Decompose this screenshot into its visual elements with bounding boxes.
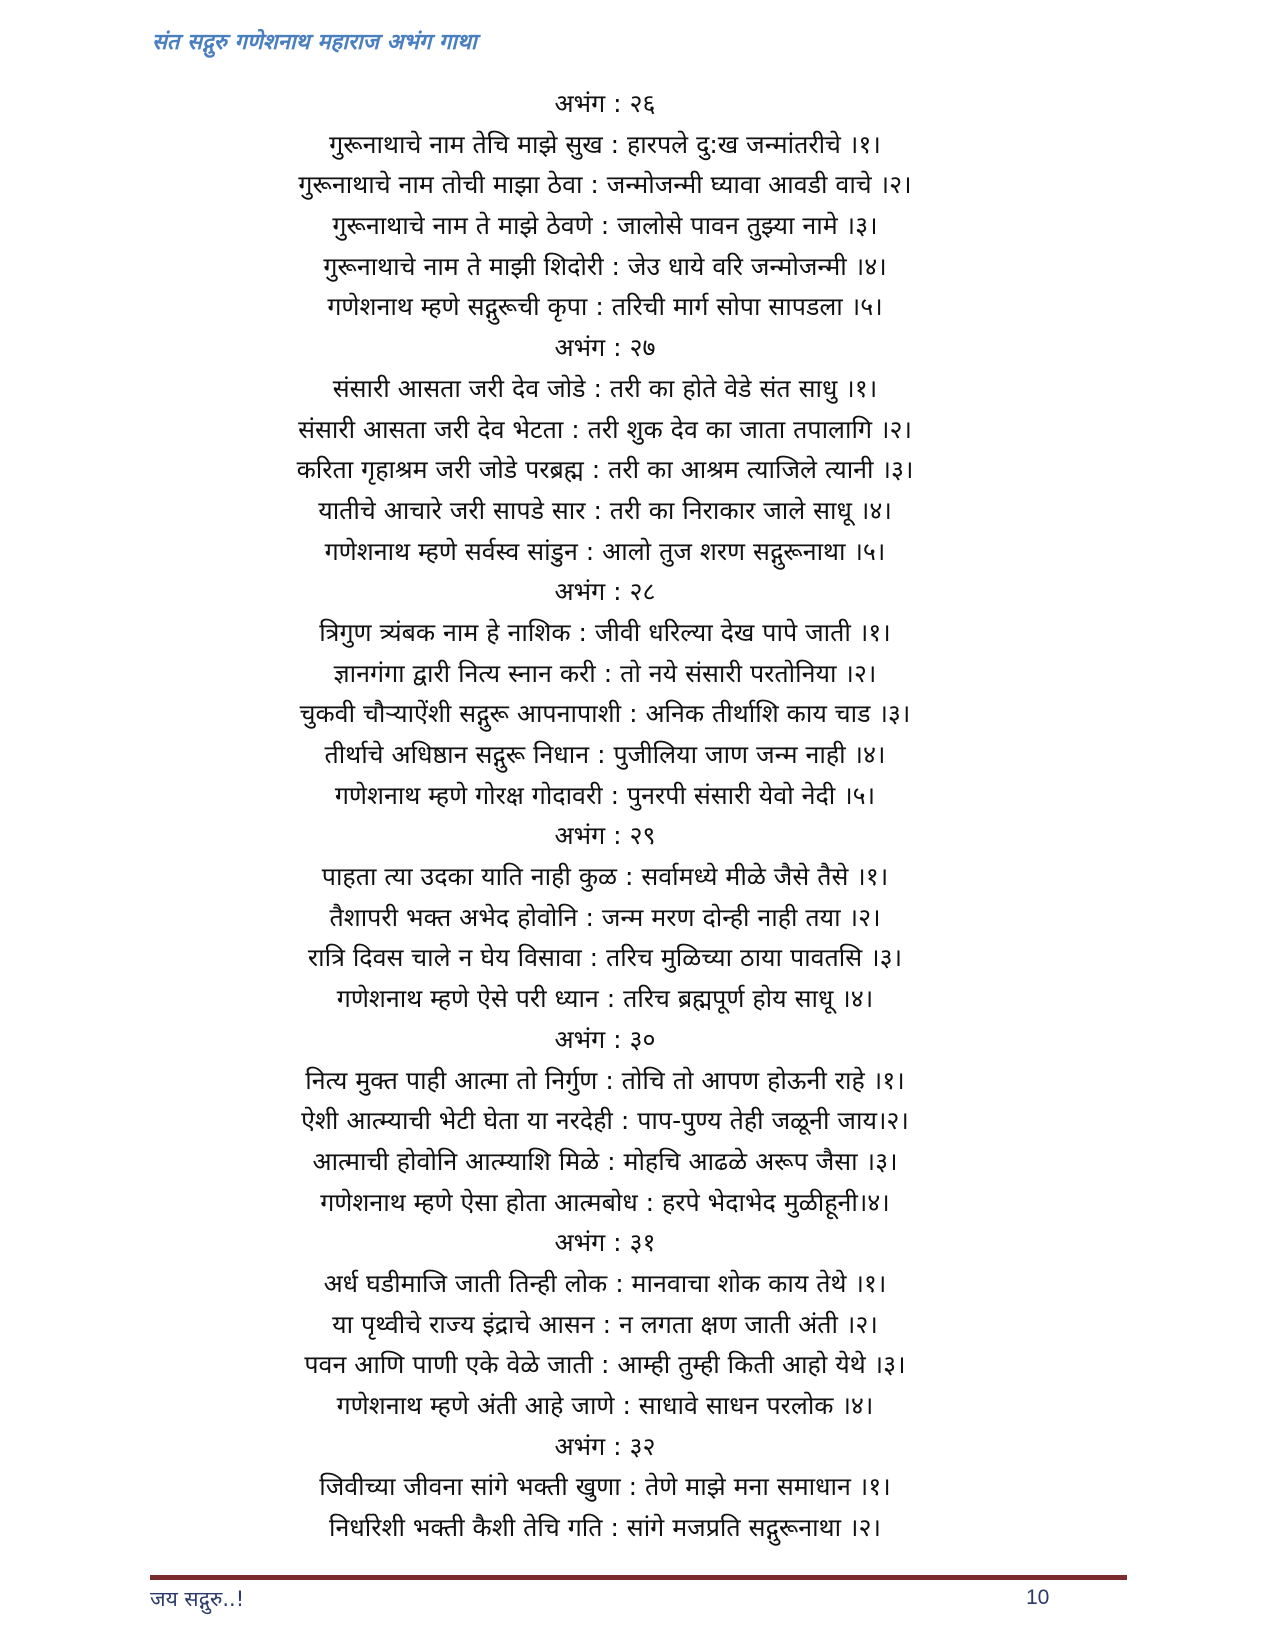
verse-line: गणेशनाथ म्हणे ऐसा होता आत्मबोध : हरपे भेदाभेद मुळीहूनी।४।	[320, 1187, 890, 1217]
abhang-26	[140, 84, 1070, 328]
verse-line: गुरूनाथाचे नाम तोची माझा ठेवा : जन्मोजन्मी घ्यावा आवडी वाचे ।२।	[298, 170, 912, 200]
abhang-heading: अभंग : २८	[554, 577, 656, 607]
footer-divider	[150, 1575, 1127, 1580]
verse-line: तीर्थाचे अधिष्ठान सद्गुरू निधान : पुजीलिया जाण जन्म नाही ।४।	[324, 740, 886, 769]
verse-line: ऐशी आत्म्याची भेटी घेता या नरदेही : पाप-पुण्य तेही जळूनी जाय।२।	[301, 1106, 909, 1136]
verse-line: गणेशनाथ म्हणे सर्वस्व सांडुन : आलो तुज शरण सद्गुरूनाथा ।५।	[324, 536, 886, 566]
verse-line: या पृथ्वीचे राज्य इंद्राचे आसन : न लगता क्षण जाती अंती ।२।	[332, 1309, 878, 1339]
verse-line: अर्ध घडीमाजि जाती तिन्ही लोक : मानवाचा शोक काय तेथे ।१।	[323, 1268, 887, 1298]
abhang-heading: अभंग : ३२	[554, 1431, 656, 1461]
verse-line: गुरूनाथाचे नाम ते माझी शिदोरी : जेउ धाये वरि जन्मोजन्मी ।४।	[323, 251, 887, 281]
verse-line: पाहता त्या उदका याति नाही कुळ : सर्वामध्ये मीळे जैसे तैसे ।१।	[321, 862, 889, 892]
abhang-28	[140, 572, 1070, 816]
verse-line: तैशापरी भक्त अभेद होवोनि : जन्म मरण दोन्ही नाही तया ।२।	[329, 902, 881, 932]
abhang-31	[140, 1223, 1070, 1426]
abhang-heading: अभंग : २६	[554, 89, 656, 118]
verse-line: करिता गृहाश्रम जरी जोडे परब्रह्म : तरी का आश्रम त्याजिले त्यानी ।३।	[296, 455, 914, 485]
page-number: 10	[1026, 1586, 1050, 1609]
abhang-27	[140, 328, 1070, 572]
verse-line: आत्माची होवोनि आत्म्याशि मिळे : मोहचि आढळे अरूप जैसा ।३।	[312, 1146, 898, 1176]
abhang-heading: अभंग : २७	[554, 333, 656, 363]
verse-line: त्रिगुण त्र्यंबक नाम हे नाशिक : जीवी धरिल्या देख पापे जाती ।१।	[319, 617, 891, 647]
verse-line: जिवीच्या जीवना सांगे भक्ती खुणा : तेणे माझे मना समाधान ।१।	[319, 1472, 891, 1502]
verse-line: गणेशनाथ म्हणे गोरक्ष गोदावरी : पुनरपी संसारी येवो नेदी ।५।	[334, 780, 876, 810]
abhang-29	[140, 816, 1070, 1019]
verse-line: निर्धारेशी भक्ती कैशी तेचि गति : सांगे मजप्रति सद्गुरूनाथा ।२।	[329, 1513, 881, 1543]
verse-line: यातीचे आचारे जरी सापडे सार : तरी का निराकार जाले साधू ।४।	[318, 495, 892, 525]
abhang-heading: अभंग : ३०	[554, 1024, 656, 1054]
verse-line: गणेशनाथ म्हणे सद्गुरूची कृपा : तरिची मार्ग सोपा सापडला ।५।	[327, 292, 883, 322]
verse-line: संसारी आसता जरी देव भेटता : तरी शुक देव का जाता तपालागि ।२।	[298, 414, 912, 444]
verse-line: गणेशनाथ म्हणे ऐसे परी ध्यान : तरिच ब्रह्मपूर्ण होय साधू ।४।	[336, 984, 874, 1014]
verse-line: गुरूनाथाचे नाम तेचि माझे सुख : हारपले दु:ख जन्मांतरीचे ।१।	[329, 129, 881, 159]
abhang-heading: अभंग : ३१	[554, 1228, 656, 1258]
abhang-heading: अभंग : २९	[554, 821, 656, 851]
abhang-content	[140, 84, 1070, 1549]
verse-line: चुकवी चौऱ्याऐंशी सद्गुरू आपनापाशी : अनिक तीर्थाशि काय चाड ।३।	[299, 699, 911, 729]
footer-text: जय सद्गुरु..!	[150, 1587, 245, 1611]
verse-line: संसारी आसता जरी देव जोडे : तरी का होते वेडे संत साधु ।१।	[332, 373, 878, 403]
abhang-32	[140, 1427, 1070, 1549]
abhang-30	[140, 1020, 1070, 1223]
verse-line: नित्य मुक्त पाही आत्मा तो निर्गुण : तोचि तो आपण होऊनी राहे ।१।	[305, 1065, 905, 1095]
verse-line: पवन आणि पाणी एके वेळे जाती : आम्ही तुम्ही किती आहो येथे ।३।	[304, 1350, 906, 1380]
verse-line: रात्रि दिवस चाले न घेय विसावा : तरिच मुळिच्या ठाया पावतसि ।३।	[307, 943, 903, 973]
verse-line: गणेशनाथ म्हणे अंती आहे जाणे : साधावे साधन परलोक ।४।	[336, 1391, 874, 1420]
verse-line: ज्ञानगंगा द्वारी नित्य स्नान करी : तो नये संसारी परतोनिया ।२।	[333, 658, 877, 688]
page-header-title: संत सद्गुरु गणेशनाथ महाराज अभंग गाथा	[152, 30, 477, 55]
verse-line: गुरूनाथाचे नाम ते माझे ठेवणे : जालोसे पावन तुझ्या नामे ।३।	[332, 211, 878, 241]
